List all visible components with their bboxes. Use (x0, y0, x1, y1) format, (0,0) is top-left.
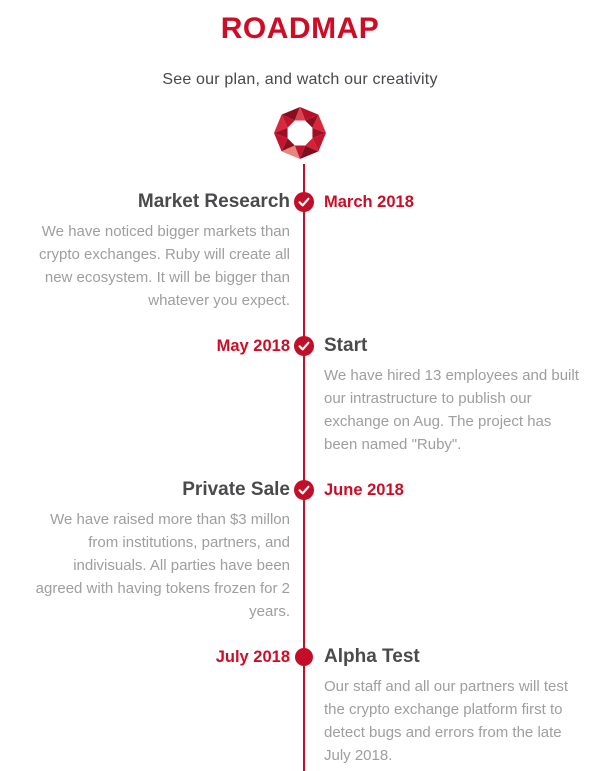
marker-column (290, 190, 318, 312)
entry-date-cell (318, 478, 580, 623)
entry-title: Start (324, 335, 368, 356)
timeline (0, 190, 600, 767)
timeline-entry (0, 478, 600, 623)
entry-title: Alpha Test (324, 646, 420, 667)
entry-title: Market Research (137, 191, 290, 212)
entry-date: March 2018 (324, 193, 414, 211)
dot-icon (295, 648, 313, 666)
entry-content (28, 190, 290, 312)
entry-date: June 2018 (324, 481, 404, 499)
entry-date-cell (318, 190, 580, 312)
entry-content (318, 645, 580, 767)
entry-body: Our staff and all our partners will test the crypto exchange platform first to detect bugs and errors from the late July 2018. (324, 678, 568, 764)
entry-body: We have hired 13 employees and built our intrastructure to publish our exchange on Aug. The project has been named "Ruby". (324, 367, 579, 453)
entry-title: Private Sale (182, 479, 290, 500)
entry-date: July 2018 (215, 648, 290, 666)
marker-column (290, 334, 318, 456)
ruby-gem-icon (273, 106, 327, 160)
entry-date-cell (28, 334, 290, 456)
entry-content (28, 478, 290, 623)
entry-date-cell (28, 645, 290, 767)
marker-column (290, 645, 318, 767)
entry-date: May 2018 (216, 337, 290, 355)
check-icon (294, 480, 314, 500)
check-icon (294, 192, 314, 212)
marker-column (290, 478, 318, 623)
timeline-entry (0, 190, 600, 312)
entry-body: We have noticed bigger markets than crypto exchanges. Ruby will create all new ecosystem. It will be bigger than whatever you expect. (39, 223, 290, 309)
timeline-entry (0, 334, 600, 456)
entry-body: We have raised more than $3 millon from institutions, partners, and indivisuals. All parties have been agreed with having tokens frozen for 2 years. (35, 511, 290, 620)
check-icon (294, 336, 314, 356)
timeline-entry (0, 645, 600, 767)
entry-content (318, 334, 580, 456)
page-subtitle: See our plan, and watch our creativity (162, 71, 438, 88)
page-title: ROADMAP (220, 12, 380, 45)
